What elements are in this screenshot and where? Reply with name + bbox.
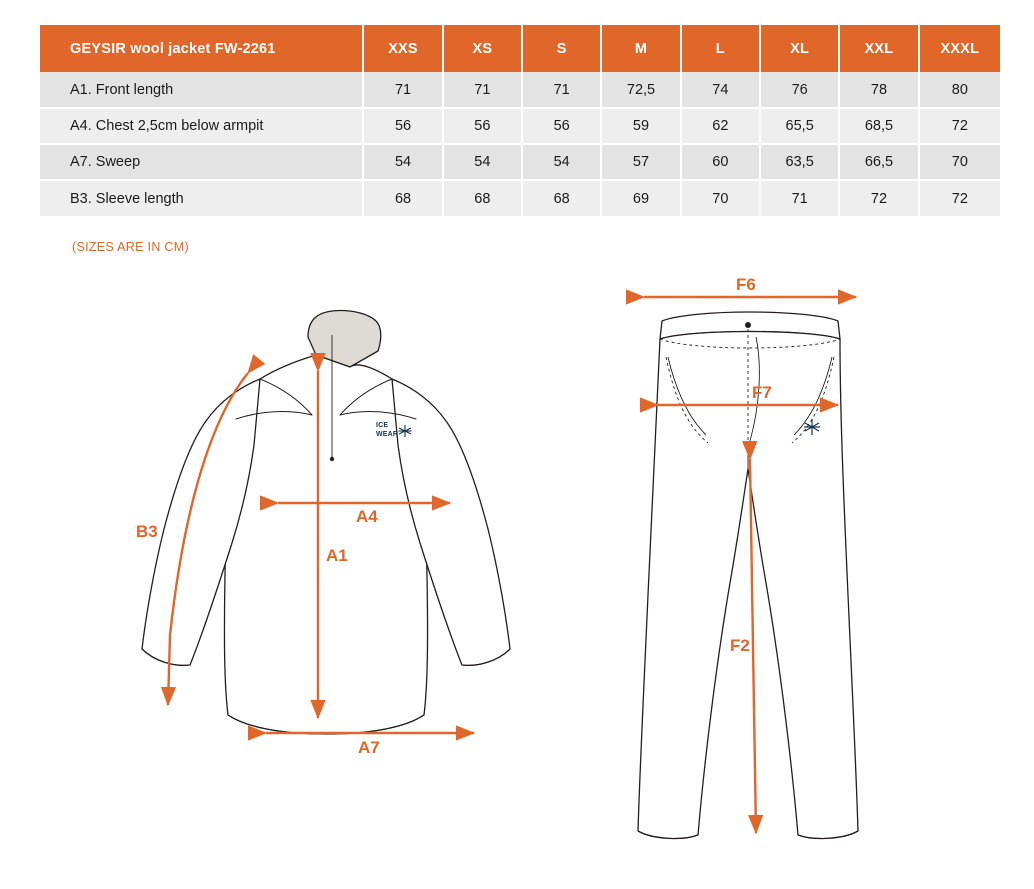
cell: 59 (601, 108, 680, 144)
units-note: (SIZES ARE IN CM) (72, 240, 189, 254)
cell: 71 (363, 72, 442, 108)
table-body (40, 72, 1000, 216)
cell: 71 (522, 72, 601, 108)
figures-area (0, 265, 1034, 885)
cell: 56 (522, 108, 601, 144)
brand-label-line1: ICE (376, 422, 389, 429)
cell: 56 (363, 108, 442, 144)
brand-label-line2: WEAR (376, 431, 399, 438)
dimension-label-a7: A7 (358, 738, 380, 757)
column-header-xxl: XXL (839, 25, 918, 72)
dimension-waist-f6 (644, 275, 856, 297)
cell: 71 (443, 72, 522, 108)
column-header-l: L (681, 25, 760, 72)
column-header-xxs: XXS (363, 25, 442, 72)
cell: 74 (681, 72, 760, 108)
cell: 72 (839, 180, 918, 216)
table-row (40, 180, 1000, 216)
row-label-chest: A4. Chest 2,5cm below armpit (40, 108, 363, 144)
table-title: GEYSIR wool jacket FW-2261 (40, 25, 363, 72)
column-header-xs: XS (443, 25, 522, 72)
cell: 70 (919, 144, 1000, 180)
cell: 76 (760, 72, 839, 108)
cell: 66,5 (839, 144, 918, 180)
dimension-label-a4: A4 (356, 507, 378, 526)
table-row (40, 72, 1000, 108)
cell: 72 (919, 180, 1000, 216)
cell: 63,5 (760, 144, 839, 180)
row-label-front-length: A1. Front length (40, 72, 363, 108)
size-chart-table (40, 25, 1000, 216)
dimension-label-f7: F7 (752, 383, 772, 402)
cell: 78 (839, 72, 918, 108)
table-row (40, 144, 1000, 180)
table-header-row (40, 25, 1000, 72)
cell: 68,5 (839, 108, 918, 144)
jacket-outline (142, 311, 510, 734)
pants-figure (600, 265, 900, 865)
cell: 71 (760, 180, 839, 216)
cell: 65,5 (760, 108, 839, 144)
table-row (40, 108, 1000, 144)
cell: 68 (522, 180, 601, 216)
row-label-sweep: A7. Sweep (40, 144, 363, 180)
table-header (40, 25, 1000, 72)
cell: 56 (443, 108, 522, 144)
cell: 70 (681, 180, 760, 216)
cell: 69 (601, 180, 680, 216)
column-header-xl: XL (760, 25, 839, 72)
cell: 68 (443, 180, 522, 216)
cell: 68 (363, 180, 442, 216)
cell: 54 (522, 144, 601, 180)
cell: 62 (681, 108, 760, 144)
column-header-s: S (522, 25, 601, 72)
dimension-sweep-a7 (266, 733, 474, 757)
dimension-label-f6: F6 (736, 275, 756, 294)
cell: 54 (443, 144, 522, 180)
jacket-figure (120, 275, 540, 795)
cell: 80 (919, 72, 1000, 108)
size-table (40, 25, 1000, 216)
cell: 60 (681, 144, 760, 180)
cell: 72 (919, 108, 1000, 144)
row-label-sleeve-length: B3. Sleeve length (40, 180, 363, 216)
dimension-label-b3: B3 (136, 522, 158, 541)
cell: 57 (601, 144, 680, 180)
dimension-label-f2: F2 (730, 636, 750, 655)
dimension-label-a1: A1 (326, 546, 348, 565)
cell: 54 (363, 144, 442, 180)
cell: 72,5 (601, 72, 680, 108)
column-header-xxxl: XXXL (919, 25, 1000, 72)
column-header-m: M (601, 25, 680, 72)
